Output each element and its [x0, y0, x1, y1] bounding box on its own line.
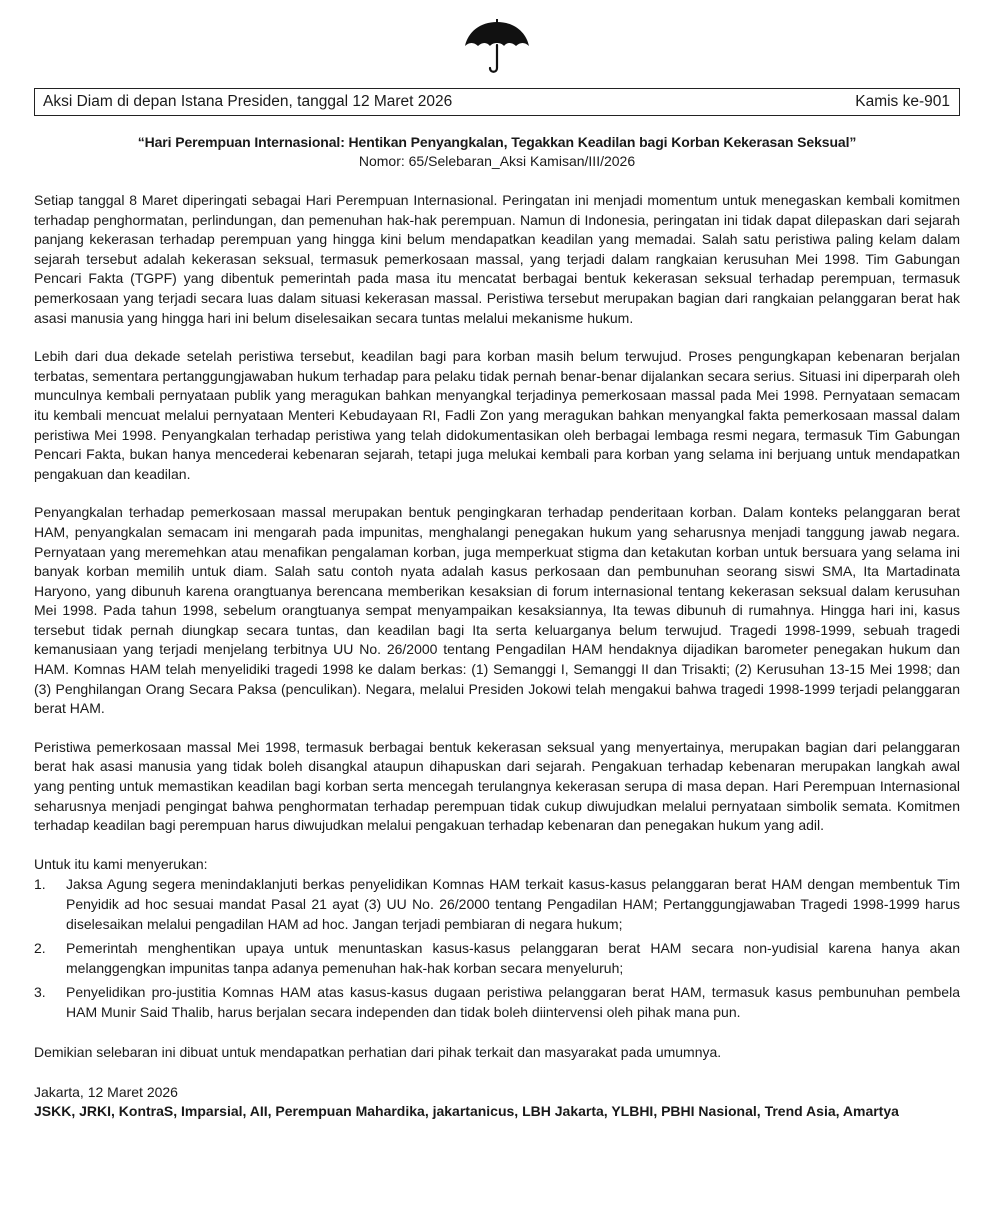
- umbrella-icon: [462, 18, 532, 76]
- paragraph: Lebih dari dua dekade setelah peristiwa tersebut, keadilan bagi para korban masih belum terwujud. Proses pengungkapan kebenaran berjalan terbatas, sementara pertanggungjawaban hukum terhadap para pelaku tidak pernah benar-benar dijalankan secara serius. Situasi ini diperparah oleh munculnya kembali pernyataan publik yang meragukan bahkan menyangkal terjadinya pemerkosaan massal pada Mei 1998. Pernyataan semacam itu kembali mencuat melalui pernyataan Menteri Kebudayaan RI, Fadli Zon yang meragukan bahkan menyangkal fakta pemerkosaan massal dalam peristiwa Mei 1998. Penyangkalan terhadap peristiwa yang telah didokumentasikan oleh berbagai lembaga resmi negara, termasuk Tim Gabungan Pencari Fakta, bukan hanya mencederai kebenaran sejarah, tetapi juga melukai kembali para korban yang selama ini berjuang untuk mendapatkan pengakuan dan keadilan.: [34, 348, 960, 482]
- place-date: Jakarta, 12 Maret 2026: [34, 1084, 178, 1101]
- list-item-text: Jaksa Agung segera menindaklanjuti berkas penyelidikan Komnas HAM terkait kasus-kasus pelanggaran berat HAM dengan membentuk Tim Penyidik ad hoc sesuai mandat Pasal 21 ayat (3) UU No. 26/2000 tentang Pengadilan HAM; Pertanggungjawaban Tragedi 1998-1999 harus diselesaikan melalui pengadilan HAM ad hoc. Jangan terjadi pembiaran di negara hukum;: [66, 876, 960, 932]
- event-info: Aksi Diam di depan Istana Presiden, tanggal 12 Maret 2026: [43, 93, 453, 110]
- list-item-text: Pemerintah menghentikan upaya untuk menuntaskan kasus-kasus pelanggaran berat HAM secara non-yudisial karena hanya akan melanggengkan impunitas tanpa adanya pemenuhan hak-hak korban secara menyeluruh;: [66, 940, 960, 976]
- paragraph: Penyangkalan terhadap pemerkosaan massal merupakan bentuk pengingkaran terhadap penderitaan korban. Dalam konteks pelanggaran berat HAM, penyangkalan semacam ini mengarah pada impunitas, menghalangi penegakan hukum yang seharusnya menjadi tanggung jawab negara. Pernyataan yang meremehkan atau menafikan pengalaman korban, juga memperkuat stigma dan ketakutan korban untuk bersuara yang selama ini banyak korban memilih untuk diam. Salah satu contoh nyata adalah kasus perkosaan dan pembunuhan seorang siswi SMA, Ita Martadinata Haryono, yang dibunuh karena orangtuanya berencana memberikan kesaksian di forum internasional tentang kekerasan seksual dalam kerusuhan Mei 1998. Pada tahun 1998, sebelum orangtuanya sempat menyampaikan kesaksiannya, Ita tewas dibunuh di rumahnya. Hingga hari ini, kasus tersebut tidak pernah diungkap secara tuntas, dan keadilan bagi Ita serta keluarganya belum terwujud. Tragedi 1998-1999, sebuah tragedi kemanusiaan yang terjadi menjelang terbitnya UU No. 26/2000 tentang Pengadilan HAM hendaknya dijadikan barometer penegakan hukum dan HAM. Komnas HAM telah menyelidiki tragedi 1998 ke dalam berkas: (1) Semanggi I, Semanggi II dan Trisakti; (2) Kerusuhan 13-15 Mei 1998; dan (3) Penghilangan Orang Secara Paksa (penculikan). Negara, melalui Presiden Jokowi telah mengakui bahwa tragedi 1998-1999 terjadi pelanggaran berat HAM.: [34, 504, 960, 717]
- signatories: JSKK, JRKI, KontraS, Imparsial, AII, Perempuan Mahardika, jakartanicus, LBH Jakarta, YLBHI, PBHI Nasional, Trend Asia, Amartya: [34, 1103, 899, 1120]
- demands-intro: Untuk itu kami menyerukan:: [34, 855, 208, 872]
- document-number: Nomor: 65/Selebaran_Aksi Kamisan/III/2026: [358, 153, 636, 169]
- list-item: [34, 875, 960, 934]
- edition-label: Kamis ke-901: [855, 93, 950, 110]
- header-box: [34, 88, 960, 116]
- paragraph: Setiap tanggal 8 Maret diperingati sebagai Hari Perempuan Internasional. Peringatan ini menjadi momentum untuk menegaskan kembali komitmen terhadap penghormatan, perlindungan, dan pemenuhan hak-hak perempuan. Namun di Indonesia, peringatan ini tidak dapat dilepaskan dari sejarah panjang kekerasan terhadap perempuan yang hingga kini belum mendapatkan keadilan yang memadai. Salah satu peristiwa paling kelam dalam sejarah tersebut adalah kekerasan seksual, termasuk pemerkosaan massal, yang terjadi dalam rangkaian kerusuhan Mei 1998. Tim Gabungan Pencari Fakta (TGPF) yang dibentuk pemerintah pada masa itu mencatat berbagai bentuk kekerasan seksual terhadap perempuan, termasuk pemerkosaan yang terjadi secara luas dalam situasi kekerasan massal. Peristiwa tersebut merupakan bagian dari rangkaian pelanggaran berat hak asasi manusia yang hingga hari ini belum diselesaikan secara tuntas melalui mekanisme hukum.: [34, 192, 960, 326]
- list-item-number: 3.: [34, 984, 46, 1001]
- document-title: “Hari Perempuan Internasional: Hentikan Penyangkalan, Tegakkan Keadilan bagi Korban Kekerasan Seksual”: [137, 134, 857, 150]
- closing-statement: Demikian selebaran ini dibuat untuk mendapatkan perhatian dari pihak terkait dan masyarakat pada umumnya.: [34, 1043, 722, 1060]
- list-item-number: 2.: [34, 940, 46, 957]
- demands-list: [34, 875, 960, 1022]
- list-item: [34, 939, 960, 978]
- paragraph: Peristiwa pemerkosaan massal Mei 1998, termasuk berbagai bentuk kekerasan seksual yang menyertainya, merupakan bagian dari pelanggaran berat hak asasi manusia yang tidak boleh disangkal ataupun dihapuskan dari sejarah. Pengakuan terhadap kebenaran merupakan langkah awal yang penting untuk memastikan keadilan bagi korban serta mencegah terulangnya kekerasan serupa di masa depan. Hari Perempuan Internasional seharusnya menjadi pengingat bahwa penghormatan terhadap perempuan tidak cukup diwujudkan melalui pernyataan simbolik semata. Komitmen terhadap keadilan bagi perempuan harus diwujudkan melalui pengakuan terhadap kebenaran dan penegakan hukum yang adil.: [34, 738, 960, 834]
- leaflet-page: [0, 18, 996, 1218]
- list-item-number: 1.: [34, 876, 46, 893]
- list-item-text: Penyelidikan pro-justitia Komnas HAM atas kasus-kasus dugaan peristiwa pelanggaran berat HAM, termasuk kasus pembunuhan pembela HAM Munir Said Thalib, harus berjalan secara independen dan tidak boleh diintervensi oleh pihak mana pun.: [66, 984, 960, 1020]
- list-item: [34, 983, 960, 1022]
